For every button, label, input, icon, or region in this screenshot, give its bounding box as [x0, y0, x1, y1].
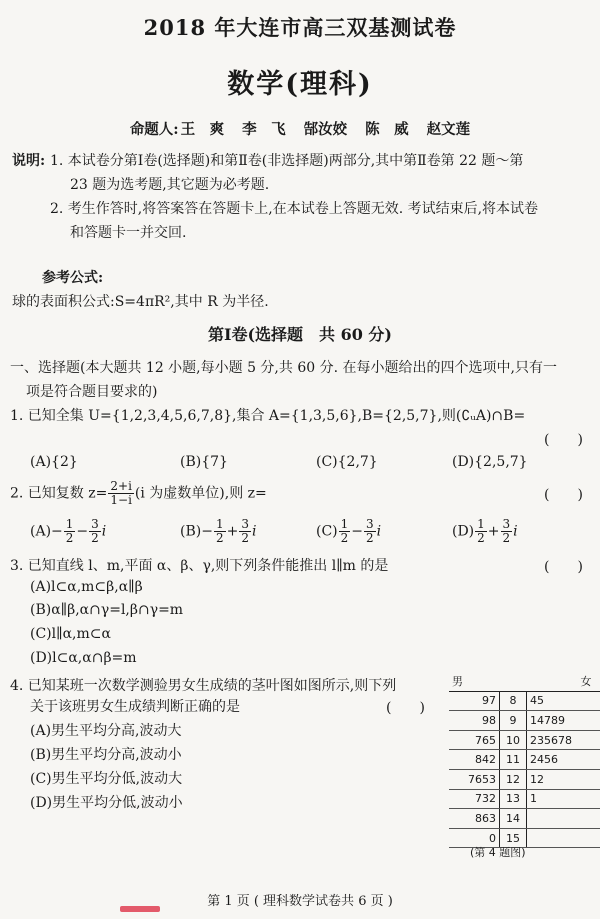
female-leaves: 45 [527, 691, 600, 711]
section-intro: 项是符合题目要求的) [26, 384, 158, 400]
male-leaves: 98 [449, 711, 500, 731]
fraction-denominator: 2 [215, 531, 224, 545]
question-4-cont: 关于该班男女生成绩判断正确的是 [30, 699, 240, 715]
authors-label: 命题人: [129, 121, 179, 138]
female-leaves: 1 [527, 789, 600, 809]
sign: − [76, 523, 89, 540]
figure-caption: (第 4 题图) [470, 846, 526, 859]
option-label: (D) [452, 523, 475, 540]
formula-heading: 参考公式: [42, 270, 104, 286]
fraction [501, 518, 513, 545]
stem-leaf-row [449, 750, 600, 770]
fraction-numerator: 1 [340, 517, 349, 531]
q4-option-c[interactable]: (C)男生平均分低,波动大 [30, 771, 183, 787]
subject-title: 数学(理科) [227, 69, 373, 100]
male-leaves: 863 [449, 809, 500, 829]
q2-option-c[interactable] [316, 518, 381, 545]
stem-leaf-row [449, 730, 600, 750]
q1-option-b[interactable]: (B){7} [180, 454, 228, 470]
question-4: 4. 已知某班一次数学测验男女生成绩的茎叶图如图所示,则下列 [10, 678, 397, 694]
answer-paren[interactable]: ( ) [544, 487, 583, 503]
male-leaves: 7653 [449, 769, 500, 789]
notes-line: 和答题卡一并交回. [70, 225, 187, 241]
question-2 [10, 480, 267, 507]
fraction [239, 518, 251, 545]
female-leaves [527, 828, 600, 848]
notes-label: 说明: [12, 153, 46, 169]
fraction-denominator: 2 [477, 531, 485, 545]
stem-leaf-plot [449, 672, 600, 848]
option-label: (C) [316, 523, 338, 540]
option-label: (A) [30, 523, 52, 540]
fraction-denominator: 1−i [110, 493, 132, 507]
sign: + [487, 523, 500, 540]
stem-header [500, 672, 527, 691]
stem-leaf-row [449, 691, 600, 711]
imaginary-unit: i [376, 523, 382, 540]
male-leaves: 97 [449, 691, 500, 711]
fraction-numerator: 3 [502, 517, 511, 531]
q2-option-b[interactable] [180, 518, 256, 545]
section-intro: 一、选择题(本大题共 12 小题,每小题 5 分,共 60 分. 在每小题给出的四个选项中,只有一 [10, 360, 557, 376]
female-leaves: 235678 [527, 730, 600, 750]
option-label: (B) [180, 523, 202, 540]
sign: − [51, 523, 63, 540]
fraction-numerator: 1 [215, 517, 224, 531]
male-header: 男 [449, 672, 500, 691]
author: 郜汝姣 [303, 121, 348, 138]
female-leaves: 12 [527, 769, 600, 789]
author: 赵文莲 [426, 121, 471, 138]
fraction-numerator: 3 [91, 517, 99, 531]
stem: 9 [500, 711, 527, 731]
fraction-numerator: 1 [65, 517, 74, 531]
q1-option-c[interactable]: (C){2,7} [316, 454, 378, 470]
fraction-denominator: 2 [241, 531, 249, 545]
sign: + [226, 523, 239, 540]
q4-option-a[interactable]: (A)男生平均分高,波动大 [30, 723, 182, 739]
stem: 11 [500, 750, 527, 770]
stem: 15 [500, 828, 527, 848]
stem: 8 [500, 691, 527, 711]
author: 王 爽 [180, 121, 225, 138]
fraction [89, 518, 101, 545]
answer-paren[interactable]: ( ) [386, 700, 425, 716]
female-leaves: 14789 [527, 711, 600, 731]
stem-leaf-row [449, 711, 600, 731]
female-leaves: 2456 [527, 750, 600, 770]
q2-option-a[interactable] [30, 518, 106, 545]
imaginary-unit: i [251, 523, 257, 540]
fraction-denominator: 2 [65, 531, 74, 545]
q2-option-d[interactable] [452, 518, 518, 545]
answer-paren[interactable]: ( ) [544, 432, 583, 448]
answer-paren[interactable]: ( ) [544, 559, 583, 575]
stem: 13 [500, 789, 527, 809]
red-mark [120, 906, 160, 912]
author: 陈 威 [365, 121, 409, 138]
q3-option-a[interactable]: (A)l⊂α,m⊂β,α∥β [30, 579, 143, 595]
fraction [214, 518, 226, 545]
stem-leaf-row [449, 809, 600, 829]
female-leaves [527, 809, 600, 829]
stem-leaf-row [449, 769, 600, 789]
fraction-numerator: 1 [477, 517, 485, 531]
fraction-numerator: 3 [241, 517, 249, 531]
stem-leaf-header [449, 672, 600, 691]
question-3: 3. 已知直线 l、m,平面 α、β、γ,则下列条件能推出 l∥m 的是 [10, 558, 389, 574]
fraction [339, 518, 351, 545]
male-leaves: 0 [449, 828, 500, 848]
fraction-numerator: 3 [366, 517, 374, 531]
notes-line: 1. 本试卷分第Ⅰ卷(选择题)和第Ⅱ卷(非选择题)两部分,其中第Ⅱ卷第 22 题～第 [50, 153, 524, 169]
q4-option-b[interactable]: (B)男生平均分高,波动小 [30, 747, 182, 763]
q1-option-a[interactable]: (A){2} [30, 454, 78, 470]
male-leaves: 732 [449, 789, 500, 809]
q3-option-c[interactable]: (C)l∥α,m⊂α [30, 626, 111, 642]
q2-suffix: (i 为虚数单位),则 z= [134, 485, 267, 502]
fraction [364, 518, 376, 545]
fraction-numerator: 2+i [110, 479, 132, 493]
q1-option-d[interactable]: (D){2,5,7} [452, 454, 528, 470]
question-1: 1. 已知全集 U={1,2,3,4,5,6,7,8},集合 A={1,3,5,6},B={2,5,7},则(∁ᵤA)∩B= [10, 408, 526, 424]
notes-line: 23 题为选考题,其它题为必考题. [70, 177, 270, 193]
exam-title: 2018 年大连市高三双基测试卷 [143, 15, 457, 40]
stem: 12 [500, 769, 527, 789]
stem: 10 [500, 730, 527, 750]
fraction [475, 518, 487, 545]
section-title: 第Ⅰ卷(选择题 共 60 分) [207, 325, 393, 344]
imaginary-unit: i [513, 523, 518, 540]
imaginary-unit: i [101, 523, 107, 540]
author: 李 飞 [242, 121, 286, 138]
page-footer: 第 1 页 ( 理科数学试卷共 6 页 ) [207, 894, 393, 909]
stem-leaf-row [449, 789, 600, 809]
q3-option-d[interactable]: (D)l⊂α,α∩β=m [30, 650, 137, 666]
fraction-denominator: 2 [366, 531, 374, 545]
notes-line: 2. 考生作答时,将答案答在答题卡上,在本试卷上答题无效. 考试结束后,将本试卷 [50, 201, 539, 217]
female-header: 女 [527, 672, 600, 691]
fraction-denominator: 2 [340, 531, 349, 545]
formula-text: 球的表面积公式:S=4πR²,其中 R 为半径. [12, 294, 269, 310]
q4-option-d[interactable]: (D)男生平均分低,波动小 [30, 795, 183, 811]
stem: 14 [500, 809, 527, 829]
sign: − [201, 523, 213, 540]
authors-line [0, 118, 600, 139]
male-leaves: 842 [449, 750, 500, 770]
q3-option-b[interactable]: (B)α∥β,α∩γ=l,β∩γ=m [30, 602, 184, 618]
fraction-denominator: 2 [91, 531, 99, 545]
fraction-denominator: 2 [502, 531, 511, 545]
q2-fraction [108, 480, 134, 507]
fraction [64, 518, 76, 545]
sign: − [351, 523, 364, 540]
male-leaves: 765 [449, 730, 500, 750]
q2-prefix: 2. 已知复数 z= [10, 485, 108, 502]
